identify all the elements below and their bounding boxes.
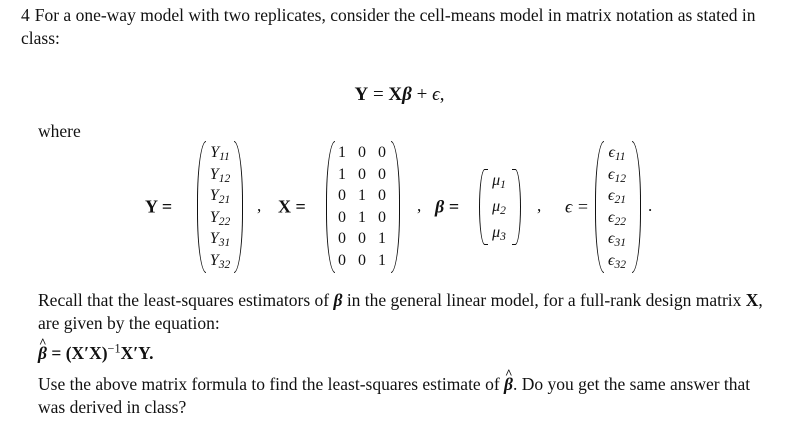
y-entries bbox=[205, 143, 235, 271]
beta-hat: ^ β bbox=[38, 342, 47, 365]
x-col-2: 0 0 1 1 0 0 bbox=[358, 144, 366, 269]
epsilon-vector bbox=[565, 141, 655, 273]
design-matrix-symbol: X bbox=[745, 290, 759, 310]
beta-entry: $\mu_2$ bbox=[492, 198, 506, 217]
y-matrix-label: Y = bbox=[145, 196, 173, 217]
x-col-3: 0 0 0 0 1 1 bbox=[378, 144, 386, 269]
x-right-paren bbox=[391, 141, 400, 273]
x-matrix-label: X = bbox=[278, 196, 306, 217]
terminator-period: . bbox=[648, 196, 653, 215]
problem-text: For a one-way model with two replicates, consider the cell-means model in matrix notation as stated in class: bbox=[21, 5, 756, 48]
eq-x: X bbox=[388, 84, 403, 105]
eq-eps: ϵ bbox=[432, 84, 440, 105]
eq-beta: β bbox=[402, 84, 412, 105]
eq-lhs: Y bbox=[354, 84, 369, 105]
eps-entry: $\epsilon_{32}$ bbox=[608, 251, 626, 271]
eps-entry: $\epsilon_{12}$ bbox=[608, 165, 626, 185]
estimator-equation: ^ $\beta = (X'X)^{-1}X'Y$. bbox=[38, 342, 768, 365]
beta-entries bbox=[485, 171, 513, 243]
y-entry: $Y_{11}$ bbox=[210, 144, 230, 163]
paragraph-recall: Recall that the least-squares estimators of β in the general linear model, for a full-rank design matrix X, are given by the equation: bbox=[38, 290, 763, 333]
eps-entry: $\epsilon_{11}$ bbox=[608, 144, 626, 163]
eq-end: , bbox=[439, 84, 445, 105]
beta-hat: ^ β bbox=[504, 373, 513, 396]
y-entry: $Y_{21}$ bbox=[209, 187, 231, 207]
eps-entry: $\epsilon_{22}$ bbox=[608, 208, 626, 228]
y-entry: $Y_{32}$ bbox=[209, 251, 231, 271]
y-entry: $Y_{22}$ bbox=[209, 208, 231, 228]
eps-right-paren bbox=[632, 141, 641, 273]
eps-entries bbox=[602, 143, 632, 271]
y-entry: $Y_{12}$ bbox=[209, 165, 231, 185]
beta-symbol: β bbox=[333, 290, 343, 310]
beta-entry: $\mu_1$ bbox=[492, 172, 506, 191]
problem-number: 4 bbox=[21, 5, 30, 25]
y-right-paren bbox=[234, 141, 243, 273]
y-matrix bbox=[145, 141, 245, 273]
separator-comma: , bbox=[257, 196, 262, 215]
beta-entry: $\mu_3$ bbox=[492, 224, 506, 243]
model-equation bbox=[0, 84, 799, 106]
paragraph-task: Use the above matrix formula to find the least-squares estimate of ^ β. Do you get the same answer that was derived in class? bbox=[38, 373, 768, 419]
epsilon-label: ϵ = bbox=[565, 196, 589, 217]
eps-entry: $\epsilon_{21}$ bbox=[608, 187, 626, 207]
where-label: where bbox=[38, 121, 81, 141]
x-matrix bbox=[278, 141, 410, 273]
eq-plus: + bbox=[416, 84, 428, 105]
x-col-1: 1 1 0 0 0 0 bbox=[338, 144, 346, 269]
separator-comma: , bbox=[417, 196, 422, 215]
y-entry: $Y_{31}$ bbox=[209, 230, 231, 250]
beta-vector bbox=[435, 141, 525, 273]
eps-entry: $\epsilon_{31}$ bbox=[608, 230, 626, 250]
problem-statement bbox=[21, 4, 781, 50]
beta-right-paren bbox=[512, 169, 521, 245]
eq-equals: = bbox=[372, 84, 384, 105]
separator-comma: , bbox=[537, 196, 542, 215]
x-left-paren bbox=[326, 141, 335, 273]
beta-label: β = bbox=[435, 196, 459, 217]
